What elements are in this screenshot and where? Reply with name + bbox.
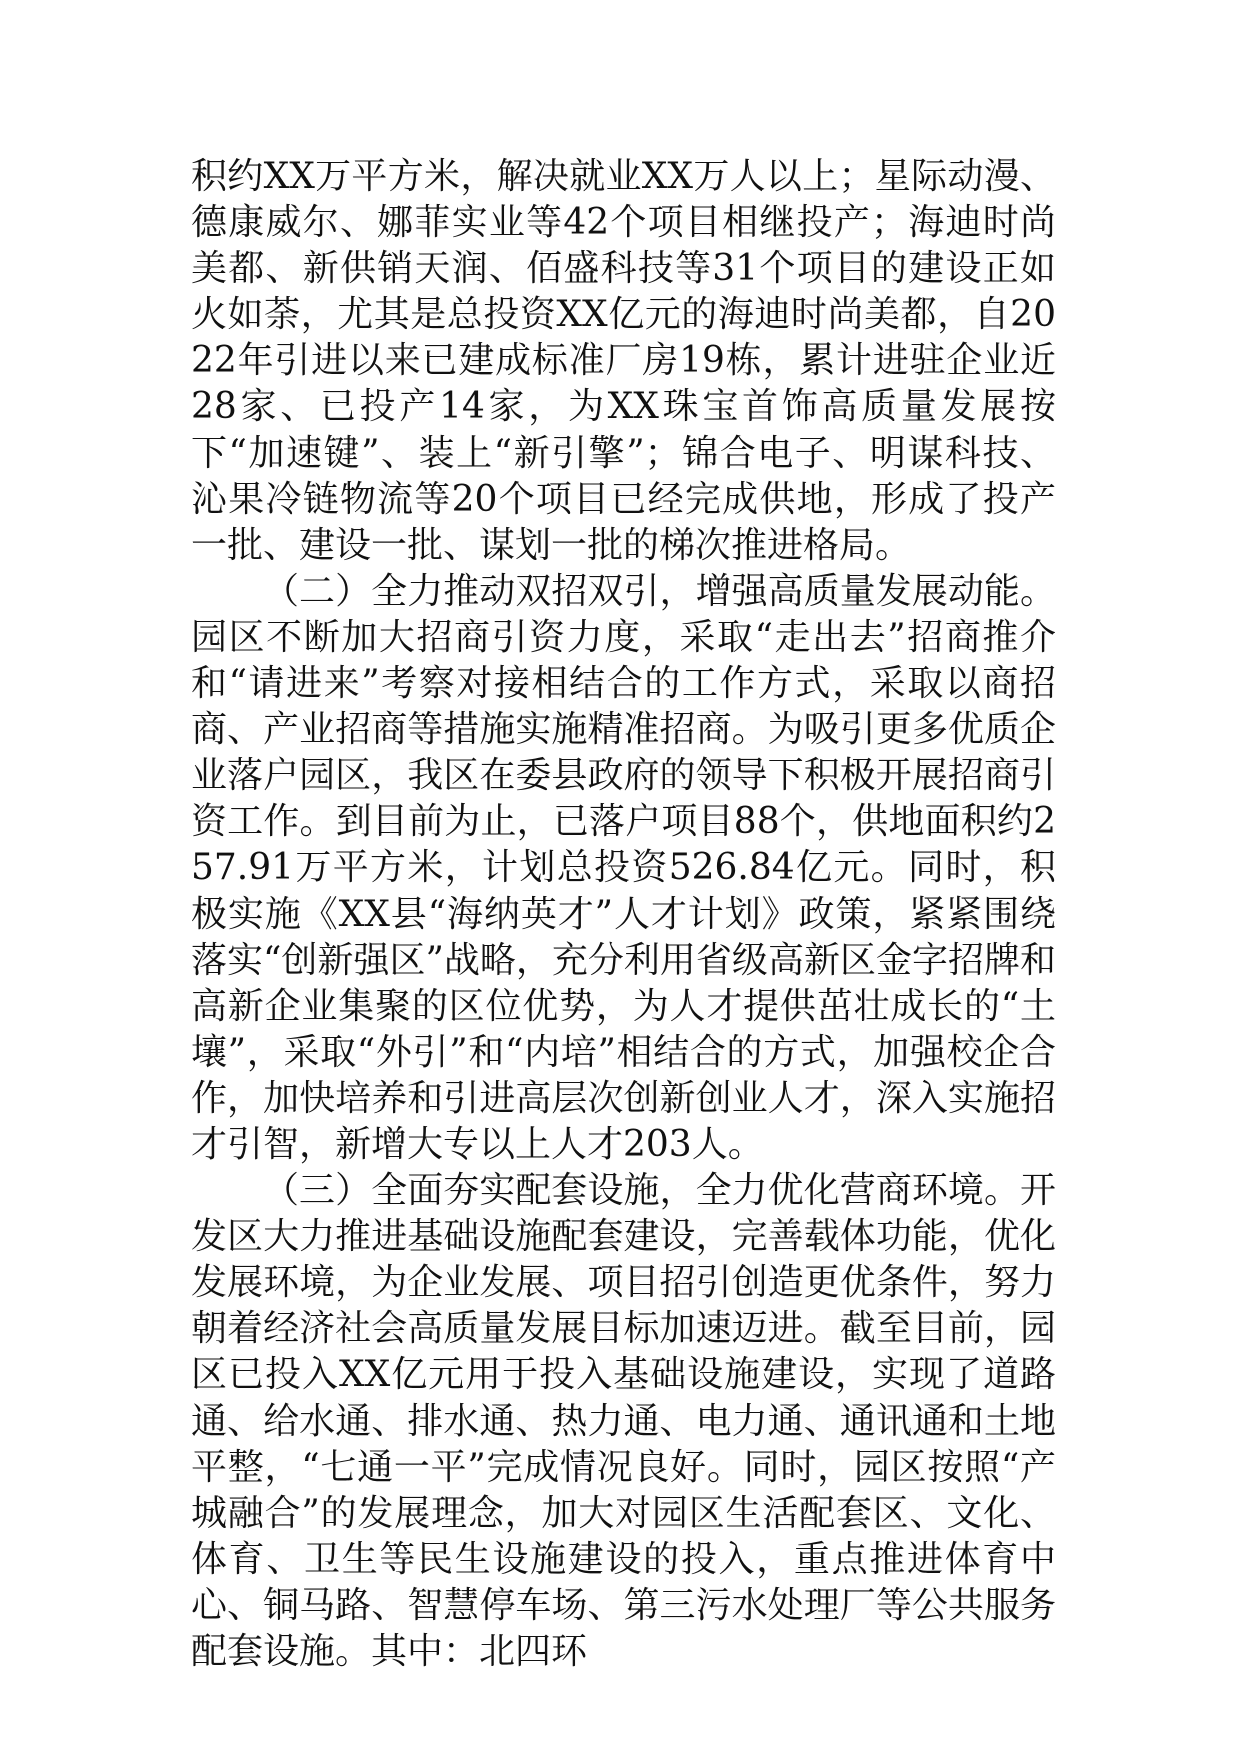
document-page <box>191 154 1056 1675</box>
paragraph-investment-talent: （二）全力推动双招双引，增强高质量发展动能。园区不断加大招商引资力度，采取“走出去”招商推介和“请进来”考察对接相结合的工作方式，采取以商招商、产业招商等措施实施精准招商。为吸引更多优质企业落户园区，我区在委县政府的领导下积极开展招商引资工作。到目前为止，已落户项目88个，供地面积约257.91万平方米，计划总投资526.84亿元。同时，积极实施《XX县“海纳英才”人才计划》政策，紧紧围绕落实“创新强区”战略，充分利用省级高新区金字招牌和高新企业集聚的区位优势，为人才提供茁壮成长的“土壤”，采取“外引”和“内培”相结合的方式，加强校企合作，加快培养和引进高层次创新创业人才，深入实施招才引智，新增大专以上人才203人。 <box>191 570 1056 1165</box>
paragraph-supporting-facilities: （三）全面夯实配套设施，全力优化营商环境。开发区大力推进基础设施配套建设，完善载体功能，优化发展环境，为企业发展、项目招引创造更优条件，努力朝着经济社会高质量发展目标加速迈进。截至目前，园区已投入XX亿元用于投入基础设施建设，实现了道路通、给水通、排水通、热力通、电力通、通讯通和土地平整，“七通一平”完成情况良好。同时，园区按照“产城融合”的发展理念，加大对园区生活配套区、文化、体育、卫生等民生设施建设的投入，重点推进体育中心、铜马路、智慧停车场、第三污水处理厂等公共服务配套设施。其中：北四环 <box>191 1170 1056 1672</box>
paragraph-project-progress: 积约XX万平方米，解决就业XX万人以上；星际动漫、德康威尔、娜菲实业等42个项目相继投产；海迪时尚美都、新供销天润、佰盛科技等31个项目的建设正如火如荼，尤其是总投资XX亿元的海迪时尚美都，自2022年引进以来已建成标准厂房19栋，累计进驻企业近28家、已投产14家，为XX珠宝首饰高质量发展按下“加速键”、装上“新引擎”；锦合电子、明谋科技、沁果冷链物流等20个项目已经完成供地，形成了投产一批、建设一批、谋划一批的梯次推进格局。 <box>191 156 1056 566</box>
